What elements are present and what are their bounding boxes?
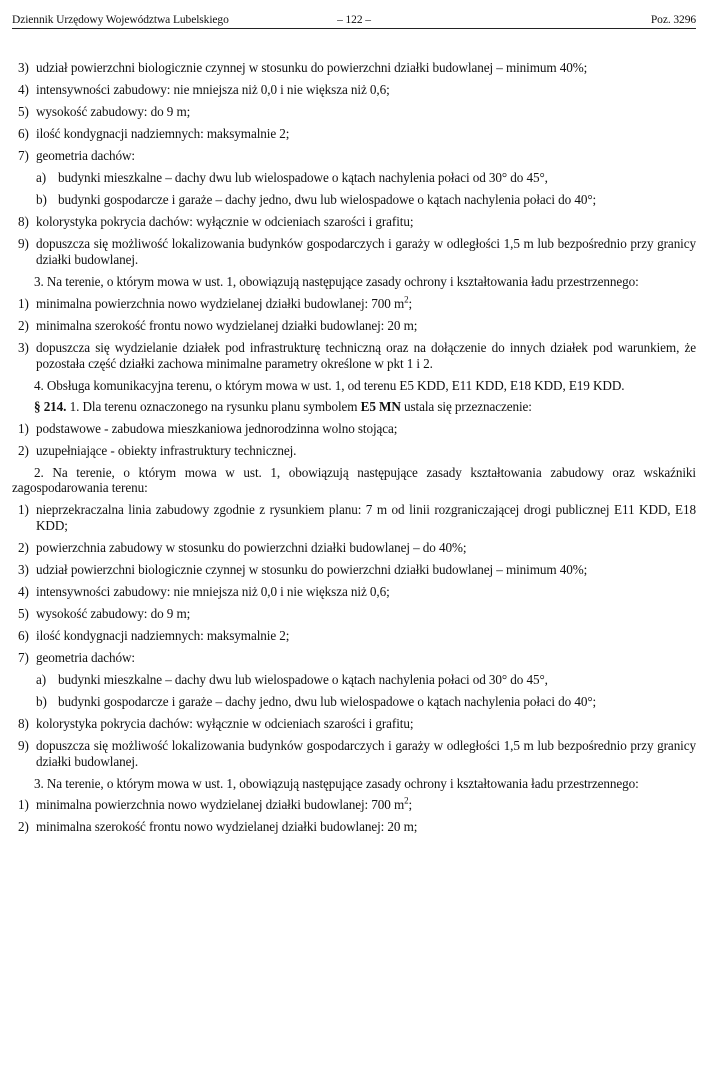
list-item	[12, 340, 696, 372]
list-number: 7)	[18, 148, 29, 163]
list-number: 7)	[18, 649, 29, 665]
paragraph: 3. Na terenie, o którym mowa w ust. 1, obowiązują następujące zasady ochrony i kształtowania ładu przestrzennego:	[34, 775, 639, 791]
list-number: 8)	[18, 715, 29, 731]
paragraph: 4. Obsługa komunikacyjna terenu, o którym mowa w ust. 1, od terenu E5 KDD, E11 KDD, E18 KDD, E19 KDD.	[34, 377, 625, 393]
list-item	[12, 650, 696, 666]
list-item	[12, 148, 696, 164]
list-text	[36, 296, 696, 312]
list-item	[12, 421, 696, 437]
list-number: 4)	[18, 82, 29, 97]
list-text: budynki mieszkalne – dachy dwu lub wielospadowe o kątach nachylenia połaci od 30° do 45°,	[58, 671, 548, 687]
list-item	[12, 82, 696, 98]
area-symbol: E5 MN	[360, 399, 401, 414]
list-item	[12, 628, 696, 644]
list-text: minimalna szerokość frontu nowo wydzielanej działki budowlanej: 20 m;	[36, 819, 418, 834]
list-item	[12, 502, 696, 534]
list-item	[12, 716, 696, 732]
list-number: 3)	[18, 339, 29, 355]
list-number: 5)	[18, 104, 29, 119]
list-text: podstawowe - zabudowa mieszkaniowa jednorodzinna wolno stojąca;	[36, 420, 398, 436]
sub-list-item	[12, 694, 696, 710]
section-text-tail: ustala się przeznaczenie:	[400, 399, 532, 414]
list-text: geometria dachów:	[36, 148, 135, 163]
list-number: 3)	[18, 561, 29, 577]
list-text: dopuszcza się możliwość lokalizowania budynków gospodarczych i garaży w odległości 1,5 m lub bezpośrednio przy granicy działki budowlanej.	[36, 236, 696, 267]
list-item	[12, 738, 696, 770]
list-text: budynki gospodarcze i garaże – dachy jedno, dwu lub wielospadowe o kątach nachylenia połaci do 40°;	[58, 192, 597, 207]
list-text-tail: ;	[408, 797, 413, 812]
list-number: 6)	[18, 627, 29, 643]
list-item	[12, 214, 696, 230]
list-number: 1)	[18, 420, 29, 436]
list-item	[12, 236, 696, 268]
list-text: wysokość zabudowy: do 9 m;	[36, 104, 191, 119]
list-text: intensywności zabudowy: nie mniejsza niż 0,0 i nie większa niż 0,6;	[36, 583, 390, 599]
list-text: powierzchnia zabudowy w stosunku do powierzchni działki budowlanej – do 40%;	[36, 539, 467, 555]
section-paragraph	[12, 399, 696, 415]
list-text: wysokość zabudowy: do 9 m;	[36, 605, 191, 621]
list-number: 2)	[18, 819, 29, 834]
list-item	[12, 819, 696, 835]
list-number: 4)	[18, 583, 29, 599]
list-number: 2)	[18, 317, 29, 333]
list-letter: b)	[36, 192, 47, 207]
list-number: 1)	[18, 295, 29, 311]
list-text: dopuszcza się możliwość lokalizowania budynków gospodarczych i garaży w odległości 1,5 m lub bezpośrednio przy granicy działki budowlanej.	[36, 737, 696, 769]
paragraph: 2. Na terenie, o którym mowa w ust. 1, obowiązują następujące zasady kształtowania zabudowy oraz wskaźniki zagospodarowania terenu:	[12, 464, 696, 495]
list-text-tail: ;	[408, 295, 413, 311]
list-item	[12, 296, 696, 312]
section-mark: § 214.	[34, 399, 67, 414]
list-text-main: minimalna powierzchnia nowo wydzielanej działki budowlanej: 700 m	[36, 295, 405, 311]
list-number: 1)	[18, 501, 29, 517]
list-item	[12, 104, 696, 120]
list-text: dopuszcza się wydzielanie działek pod infrastrukturę techniczną oraz na dołączenie do innych działek pod warunkiem, że pozostała część działki zachowa minimalne parametry określone w pkt 1 i 2.	[36, 339, 696, 371]
list-text: geometria dachów:	[36, 649, 135, 665]
list-number: 5)	[18, 605, 29, 621]
list-letter: a)	[36, 671, 47, 687]
list-item	[12, 443, 696, 459]
list-letter: a)	[36, 170, 47, 185]
list-text-main: minimalna powierzchnia nowo wydzielanej działki budowlanej: 700 m	[36, 797, 405, 812]
list-text: ilość kondygnacji nadziemnych: maksymalnie 2;	[36, 627, 290, 643]
list-item	[12, 562, 696, 578]
list-text: budynki gospodarcze i garaże – dachy jedno, dwu lub wielospadowe o kątach nachylenia połaci do 40°;	[58, 693, 597, 709]
list-number: 2)	[18, 539, 29, 555]
section-text: 1. Dla terenu oznaczonego na rysunku planu symbolem	[66, 399, 361, 414]
position-number: Poz. 3296	[650, 14, 696, 26]
journal-title: Dziennik Urzędowy Województwa Lubelskiego	[12, 14, 229, 26]
list-item	[12, 797, 696, 813]
paragraph: 3. Na terenie, o którym mowa w ust. 1, obowiązują następujące zasady ochrony i kształtowania ładu przestrzennego:	[34, 274, 639, 289]
list-item	[12, 60, 696, 76]
list-number: 9)	[18, 236, 29, 251]
list-number: 8)	[18, 214, 29, 229]
list-item	[12, 540, 696, 556]
list-text: udział powierzchni biologicznie czynnej w stosunku do powierzchni działki budowlanej – minimum 40%;	[36, 561, 588, 577]
list-text: intensywności zabudowy: nie mniejsza niż 0,0 i nie większa niż 0,6;	[36, 82, 390, 97]
list-text: uzupełniające - obiekty infrastruktury technicznej.	[36, 442, 297, 458]
sub-list-item	[12, 192, 696, 208]
list-item	[12, 318, 696, 334]
list-item	[12, 584, 696, 600]
superscript: 2	[404, 294, 409, 305]
list-letter: b)	[36, 693, 47, 709]
page-header	[12, 10, 696, 29]
list-number: 9)	[18, 737, 29, 753]
list-text: kolorystyka pokrycia dachów: wyłącznie w odcieniach szarości i grafitu;	[36, 214, 414, 229]
document-body	[12, 60, 696, 841]
list-item	[12, 606, 696, 622]
list-text: nieprzekraczalna linia zabudowy zgodnie z rysunkiem planu: 7 m od linii rozgraniczającej drogi publicznej E11 KDD, E18 KDD;	[36, 501, 696, 533]
list-number: 6)	[18, 126, 29, 141]
sub-list-item	[12, 170, 696, 186]
superscript: 2	[404, 795, 409, 806]
list-text: budynki mieszkalne – dachy dwu lub wielospadowe o kątach nachylenia połaci od 30° do 45°,	[58, 170, 548, 185]
list-text: minimalna szerokość frontu nowo wydzielanej działki budowlanej: 20 m;	[36, 317, 418, 333]
list-number: 2)	[18, 442, 29, 458]
list-text: ilość kondygnacji nadziemnych: maksymalnie 2;	[36, 126, 290, 141]
list-number: 1)	[18, 797, 29, 812]
list-item	[12, 126, 696, 142]
list-text	[36, 797, 696, 813]
page-number: – 122 –	[337, 14, 371, 26]
list-number: 3)	[18, 60, 29, 75]
list-text: udział powierzchni biologicznie czynnej w stosunku do powierzchni działki budowlanej – minimum 40%;	[36, 60, 588, 75]
list-text: kolorystyka pokrycia dachów: wyłącznie w odcieniach szarości i grafitu;	[36, 715, 414, 731]
sub-list-item	[12, 672, 696, 688]
